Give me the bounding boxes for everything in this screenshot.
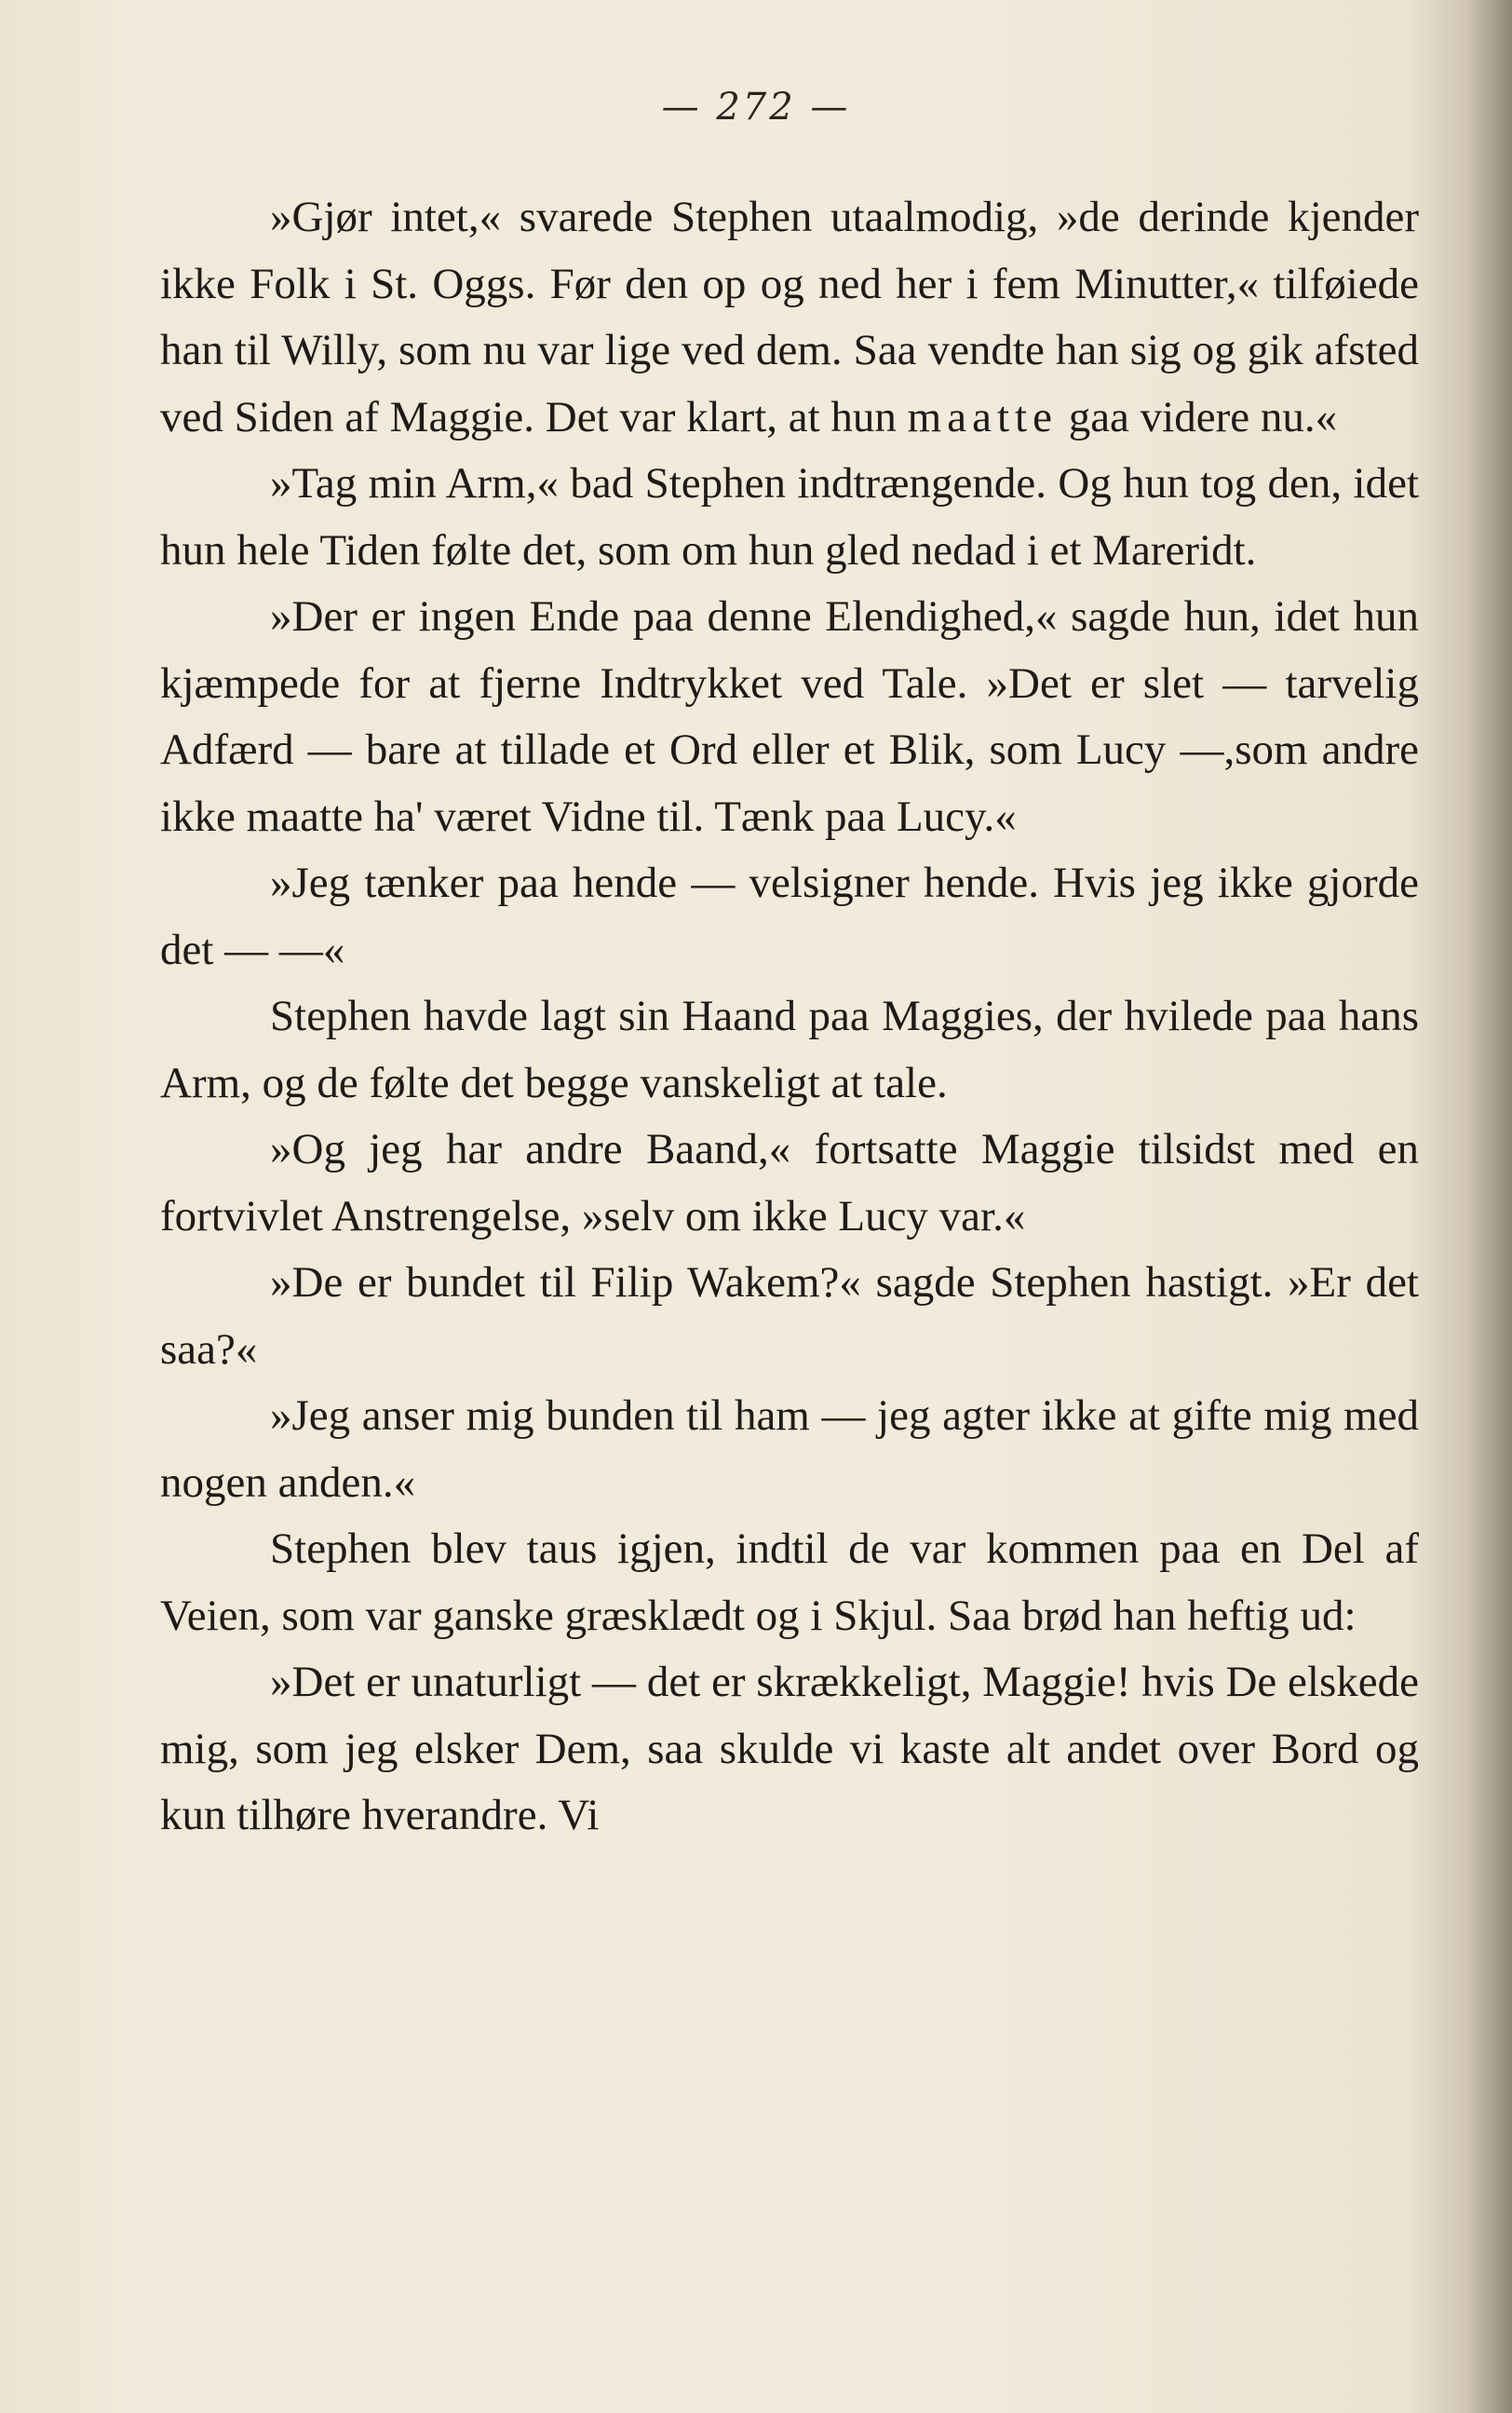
emphasized-word: maatte (907, 392, 1058, 441)
paragraph: »Tag min Arm,« bad Stephen indtrængende. Og hun tog den, idet hun hele Tiden følte det, som om hun gled nedad i et Mareridt. (160, 459, 1419, 575)
paragraph-text: »Gjør intet,« svarede Stephen utaalmodig, »de derinde kjender ikke Folk i St. Oggs. Før den op og ned her i fem Minutter,« tilføiede han til Willy, som nu var lige ved dem. Saa vendte han sig og gik afsted ved Siden af Maggie. Det var klart, at hun (160, 193, 1419, 441)
paragraph: »De er bundet til Filip Wakem?« sagde Stephen hastigt. »Er det saa?« (160, 1258, 1419, 1374)
paragraph: Stephen havde lagt sin Haand paa Maggies, der hvilede paa hans Arm, og de følte det begge vanskeligt at tale. (160, 992, 1419, 1107)
paragraph-text: gaa videre nu.« (1057, 392, 1338, 441)
paragraph: »Der er ingen Ende paa denne Elendighed,« sagde hun, idet hun kjæmpede for at fjerne Indtrykket ved Tale. »Det er slet — tarvelig Adfærd — bare at tillade et Ord eller et Blik, som Lucy —,som andre ikke maatte ha' været Vidne til. Tænk paa Lucy.« (160, 592, 1419, 841)
page-number: — 272 — (661, 86, 851, 129)
paragraph: »Jeg tænker paa hende — velsigner hende. Hvis jeg ikke gjorde det — —« (160, 859, 1419, 974)
paragraph: Stephen blev taus igjen, indtil de var kommen paa en Del af Veien, som var ganske græsklædt og i Skjul. Saa brød han heftig ud: (160, 1525, 1419, 1640)
paragraph: »Og jeg har andre Baand,« fortsatte Maggie tilsidst med en fortvivlet Anstrengelse, »selv om ikke Lucy var.« (160, 1125, 1419, 1240)
paragraph (160, 184, 1419, 451)
body-text (160, 184, 1419, 1850)
paragraph: »Det er unaturligt — det er skrækkeligt, Maggie! hvis De elskede mig, som jeg elsker Dem, saa skulde vi kaste alt andet over Bord og kun tilhøre hverandre. Vi (160, 1658, 1419, 1839)
paragraph: »Jeg anser mig bunden til ham — jeg agter ikke at gifte mig med nogen anden.« (160, 1391, 1419, 1507)
